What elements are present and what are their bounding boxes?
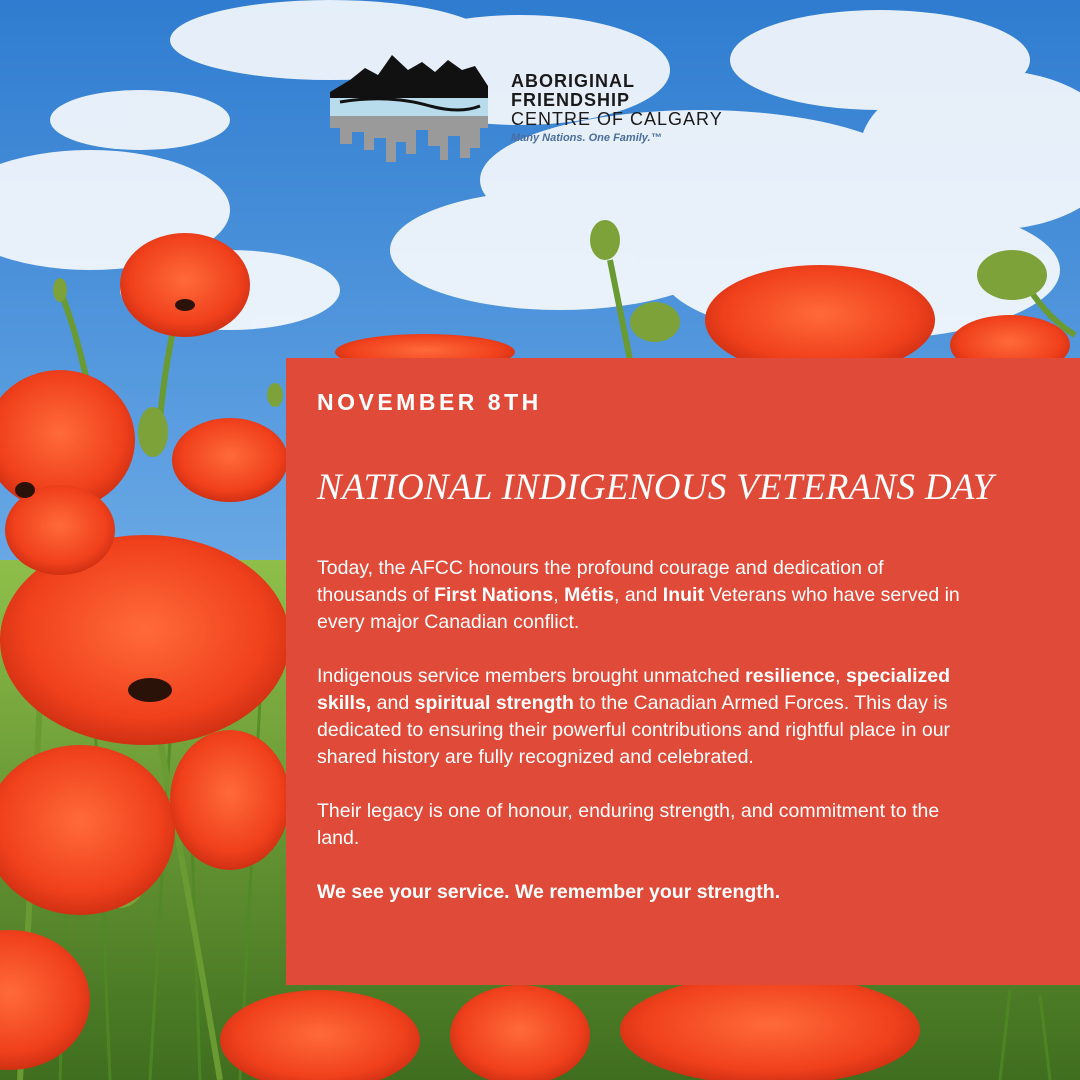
p1-bold-inuit: Inuit: [662, 584, 704, 606]
paragraph-2: [317, 663, 977, 771]
mountain-river-city-logo-icon: [330, 50, 490, 165]
org-name-line3: CENTRE OF CALGARY: [511, 109, 723, 129]
p1-text-4: Veterans who have served in every major Canadian conflict.: [317, 584, 960, 633]
org-name: [511, 72, 723, 144]
p2-text-3: and: [371, 692, 415, 714]
p2-text-2: ,: [835, 665, 846, 687]
org-name-line2: FRIENDSHIP: [511, 90, 631, 110]
p2-bold-skills: specialized skills,: [317, 665, 951, 714]
paragraph-1: [317, 555, 977, 636]
afcc-logo: [330, 50, 750, 170]
p1-text-2: ,: [553, 584, 565, 606]
event-date: NOVEMBER 8TH: [317, 389, 542, 415]
p1-bold-first-nations: First Nations: [434, 584, 554, 606]
org-name-line1: ABORIGINAL: [511, 71, 635, 91]
p1-bold-metis: Métis: [564, 584, 614, 606]
paragraph-3: Their legacy is one of honour, enduring strength, and commitment to the land.: [317, 800, 940, 849]
p2-bold-resilience: resilience: [745, 665, 836, 687]
closing-statement: We see your service. We remember your strength.: [317, 881, 781, 903]
org-tagline: Many Nations. One Family.™: [511, 132, 662, 144]
p2-text-1: Indigenous service members brought unmatched: [317, 665, 746, 687]
p1-text-1: Today, the AFCC honours the profound courage and dedication of thousands of: [317, 557, 884, 606]
event-headline: NATIONAL INDIGENOUS VETERANS DAY: [317, 467, 994, 508]
p1-text-3: , and: [613, 584, 663, 606]
p2-bold-spiritual-strength: spiritual strength: [414, 692, 574, 714]
message-card: [286, 358, 1080, 985]
p2-text-4: to the Canadian Armed Forces. This day is dedicated to ensuring their powerful contributions and rightful place in our shared history are fully recognized and celebrated.: [317, 692, 951, 768]
